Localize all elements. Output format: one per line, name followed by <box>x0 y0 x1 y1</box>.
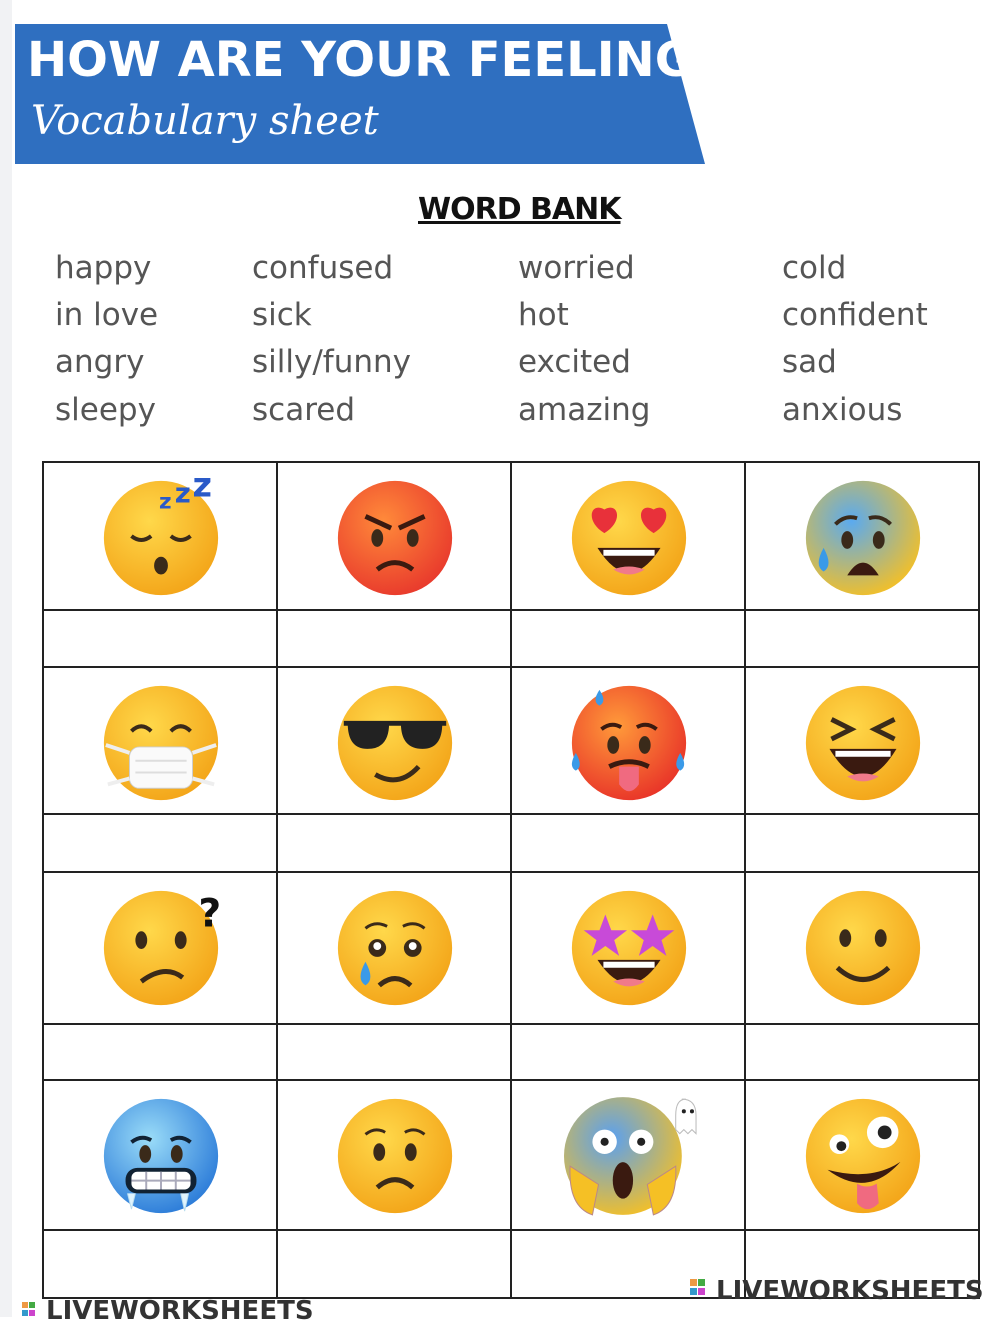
liveworksheets-logo-left <box>22 1296 314 1327</box>
angry-face-icon <box>330 473 460 603</box>
answer-box[interactable] <box>45 1025 275 1077</box>
answer-box[interactable] <box>747 815 977 867</box>
emoji-cell <box>44 668 278 818</box>
emoji-cell <box>278 668 512 818</box>
liveworksheets-logo-right <box>690 1276 984 1307</box>
emoji-cell <box>746 463 980 613</box>
word-bank-item: scared <box>252 392 356 428</box>
anxious-sweat-face-icon <box>798 473 928 603</box>
zany-face-icon <box>798 1091 928 1221</box>
star-struck-face-icon <box>564 883 694 1013</box>
emoji-cell <box>746 873 980 1023</box>
word-bank-item: excited <box>518 344 631 380</box>
word-bank-item: cold <box>782 250 847 286</box>
logo-blocks-icon <box>690 1277 716 1307</box>
confused-face-icon <box>96 883 226 1013</box>
word-bank-item: in love <box>55 297 159 333</box>
emoji-cell <box>278 873 512 1023</box>
answer-box[interactable] <box>45 815 275 867</box>
emoji-answer-grid <box>42 461 980 1299</box>
emoji-cell <box>44 463 278 613</box>
emoji-cell <box>746 1081 980 1231</box>
page-title: HOW ARE YOUR FEELING? <box>27 32 722 88</box>
logo-text: LIVEWORKSHEETS <box>46 1296 314 1326</box>
answer-box[interactable] <box>279 815 509 867</box>
word-bank-item: silly/funny <box>252 344 411 380</box>
answer-box[interactable] <box>45 1231 275 1283</box>
emoji-cell <box>512 463 746 613</box>
answer-box[interactable] <box>747 1025 977 1077</box>
cold-face-icon <box>96 1091 226 1221</box>
svg-text:z: z <box>159 489 172 515</box>
logo-blocks-icon <box>22 1297 46 1327</box>
word-bank-item: happy <box>55 250 152 286</box>
answer-box[interactable] <box>279 1231 509 1283</box>
svg-text:?: ? <box>198 890 222 937</box>
smiling-face-icon <box>798 883 928 1013</box>
word-bank-item: worried <box>518 250 635 286</box>
word-bank-item: confident <box>782 297 928 333</box>
word-bank-item: anxious <box>782 392 903 428</box>
word-bank-item: sad <box>782 344 837 380</box>
answer-box[interactable] <box>279 1025 509 1077</box>
svg-text:z: z <box>174 476 191 510</box>
emoji-cell <box>278 1081 512 1231</box>
emoji-cell <box>512 1081 746 1231</box>
screaming-face-icon <box>549 1091 709 1221</box>
emoji-cell <box>512 873 746 1023</box>
title-banner <box>15 24 722 164</box>
word-bank-item: hot <box>518 297 569 333</box>
word-bank-item: confused <box>252 250 394 286</box>
answer-box[interactable] <box>45 611 275 663</box>
page-subtitle: Vocabulary sheet <box>31 98 379 144</box>
answer-box[interactable] <box>513 815 743 867</box>
laughing-squint-face-icon <box>798 678 928 808</box>
answer-box[interactable] <box>747 611 977 663</box>
answer-box[interactable] <box>513 1025 743 1077</box>
word-bank-item: amazing <box>518 392 651 428</box>
emoji-cell <box>44 1081 278 1231</box>
svg-text:z: z <box>192 473 212 505</box>
page-edge <box>0 0 12 1317</box>
word-bank-title: WORD BANK <box>418 192 621 227</box>
heart-eyes-face-icon <box>564 473 694 603</box>
answer-box[interactable] <box>279 611 509 663</box>
crying-face-icon <box>330 883 460 1013</box>
emoji-cell <box>278 463 512 613</box>
sleepy-face-icon <box>96 473 226 603</box>
frowning-face-icon <box>330 1091 460 1221</box>
answer-box[interactable] <box>513 611 743 663</box>
word-bank-item: angry <box>55 344 145 380</box>
emoji-cell <box>746 668 980 818</box>
mask-face-icon <box>96 678 226 808</box>
emoji-cell <box>44 873 278 1023</box>
word-bank-item: sleepy <box>55 392 156 428</box>
logo-text: LIVEWORKSHEETS <box>716 1276 984 1306</box>
sunglasses-face-icon <box>330 678 460 808</box>
emoji-cell <box>512 668 746 818</box>
hot-face-icon <box>564 678 694 808</box>
word-bank-item: sick <box>252 297 312 333</box>
